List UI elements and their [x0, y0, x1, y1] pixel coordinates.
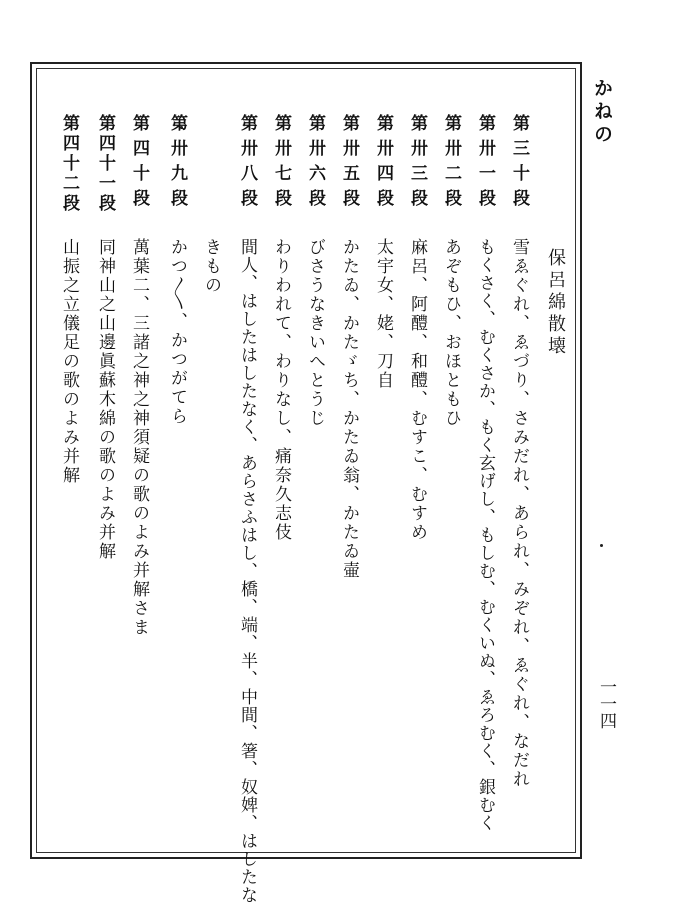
dan-label: 第卅二段 — [441, 114, 461, 214]
dan-label: 第卅六段 — [305, 114, 325, 214]
dan-text: 雪ゑぐれ、ゑづり、さみだれ、あられ、みぞれ、ゑぐれ、なだれ — [509, 238, 529, 789]
dan-text: わりわれて、わりなし、痛奈久志伎 — [271, 238, 291, 542]
dan-text: 太宇女、姥、刀自 — [373, 238, 393, 390]
dan-text-continuation: きもの — [201, 238, 221, 295]
dan-text: 間人、はしたはしたなく、あらさふはし、橋、端、半、中間、箸、奴婢、はしたな — [237, 238, 257, 904]
dan-text: かたゐ、かたゞち、かたゐ翁、かたゐ壷 — [339, 238, 359, 580]
dan-label: 第三十段 — [509, 114, 529, 214]
dan-text: もくさく、むくさか、もく玄げし、もしむ、むくいぬ、ゑろむく、銀むく — [475, 238, 495, 832]
dan-label: 第卅七段 — [271, 114, 291, 214]
dan-label: 第卅一段 — [475, 114, 495, 214]
dan-text: あぞもひ、おほともひ — [441, 238, 461, 428]
dan-text: 同神山之山邊眞蘇木綿の歌のよみ并解 — [95, 238, 115, 561]
dan-text: 山振之立儀足の歌のよみ并解 — [59, 238, 79, 485]
dan-label: 第卅五段 — [339, 114, 359, 214]
running-title: かねの — [591, 78, 613, 147]
dan-text: びさうなきいへとうじ — [305, 238, 325, 428]
dan-label: 第四十段 — [129, 114, 149, 214]
dan-label: 第卅四段 — [373, 114, 393, 214]
section-heading: 保呂綿散壊 — [545, 248, 566, 358]
dan-text: 麻呂、阿醴、和醴、むすこ、むすめ — [407, 238, 427, 542]
dan-label: 第卅三段 — [407, 114, 427, 214]
print-speck — [600, 544, 603, 547]
dan-label: 第四十二段 — [59, 114, 79, 214]
dan-label: 第卅八段 — [237, 114, 257, 214]
page-number: 一一四 — [596, 678, 616, 729]
dan-text: かつ〳〵、かつがてら — [167, 238, 187, 426]
dan-text: 萬葉二、三諸之神之神須疑の歌のよみ并解さま — [129, 238, 149, 637]
dan-label: 第四十一段 — [95, 114, 115, 214]
dan-label: 第卅九段 — [167, 114, 187, 214]
